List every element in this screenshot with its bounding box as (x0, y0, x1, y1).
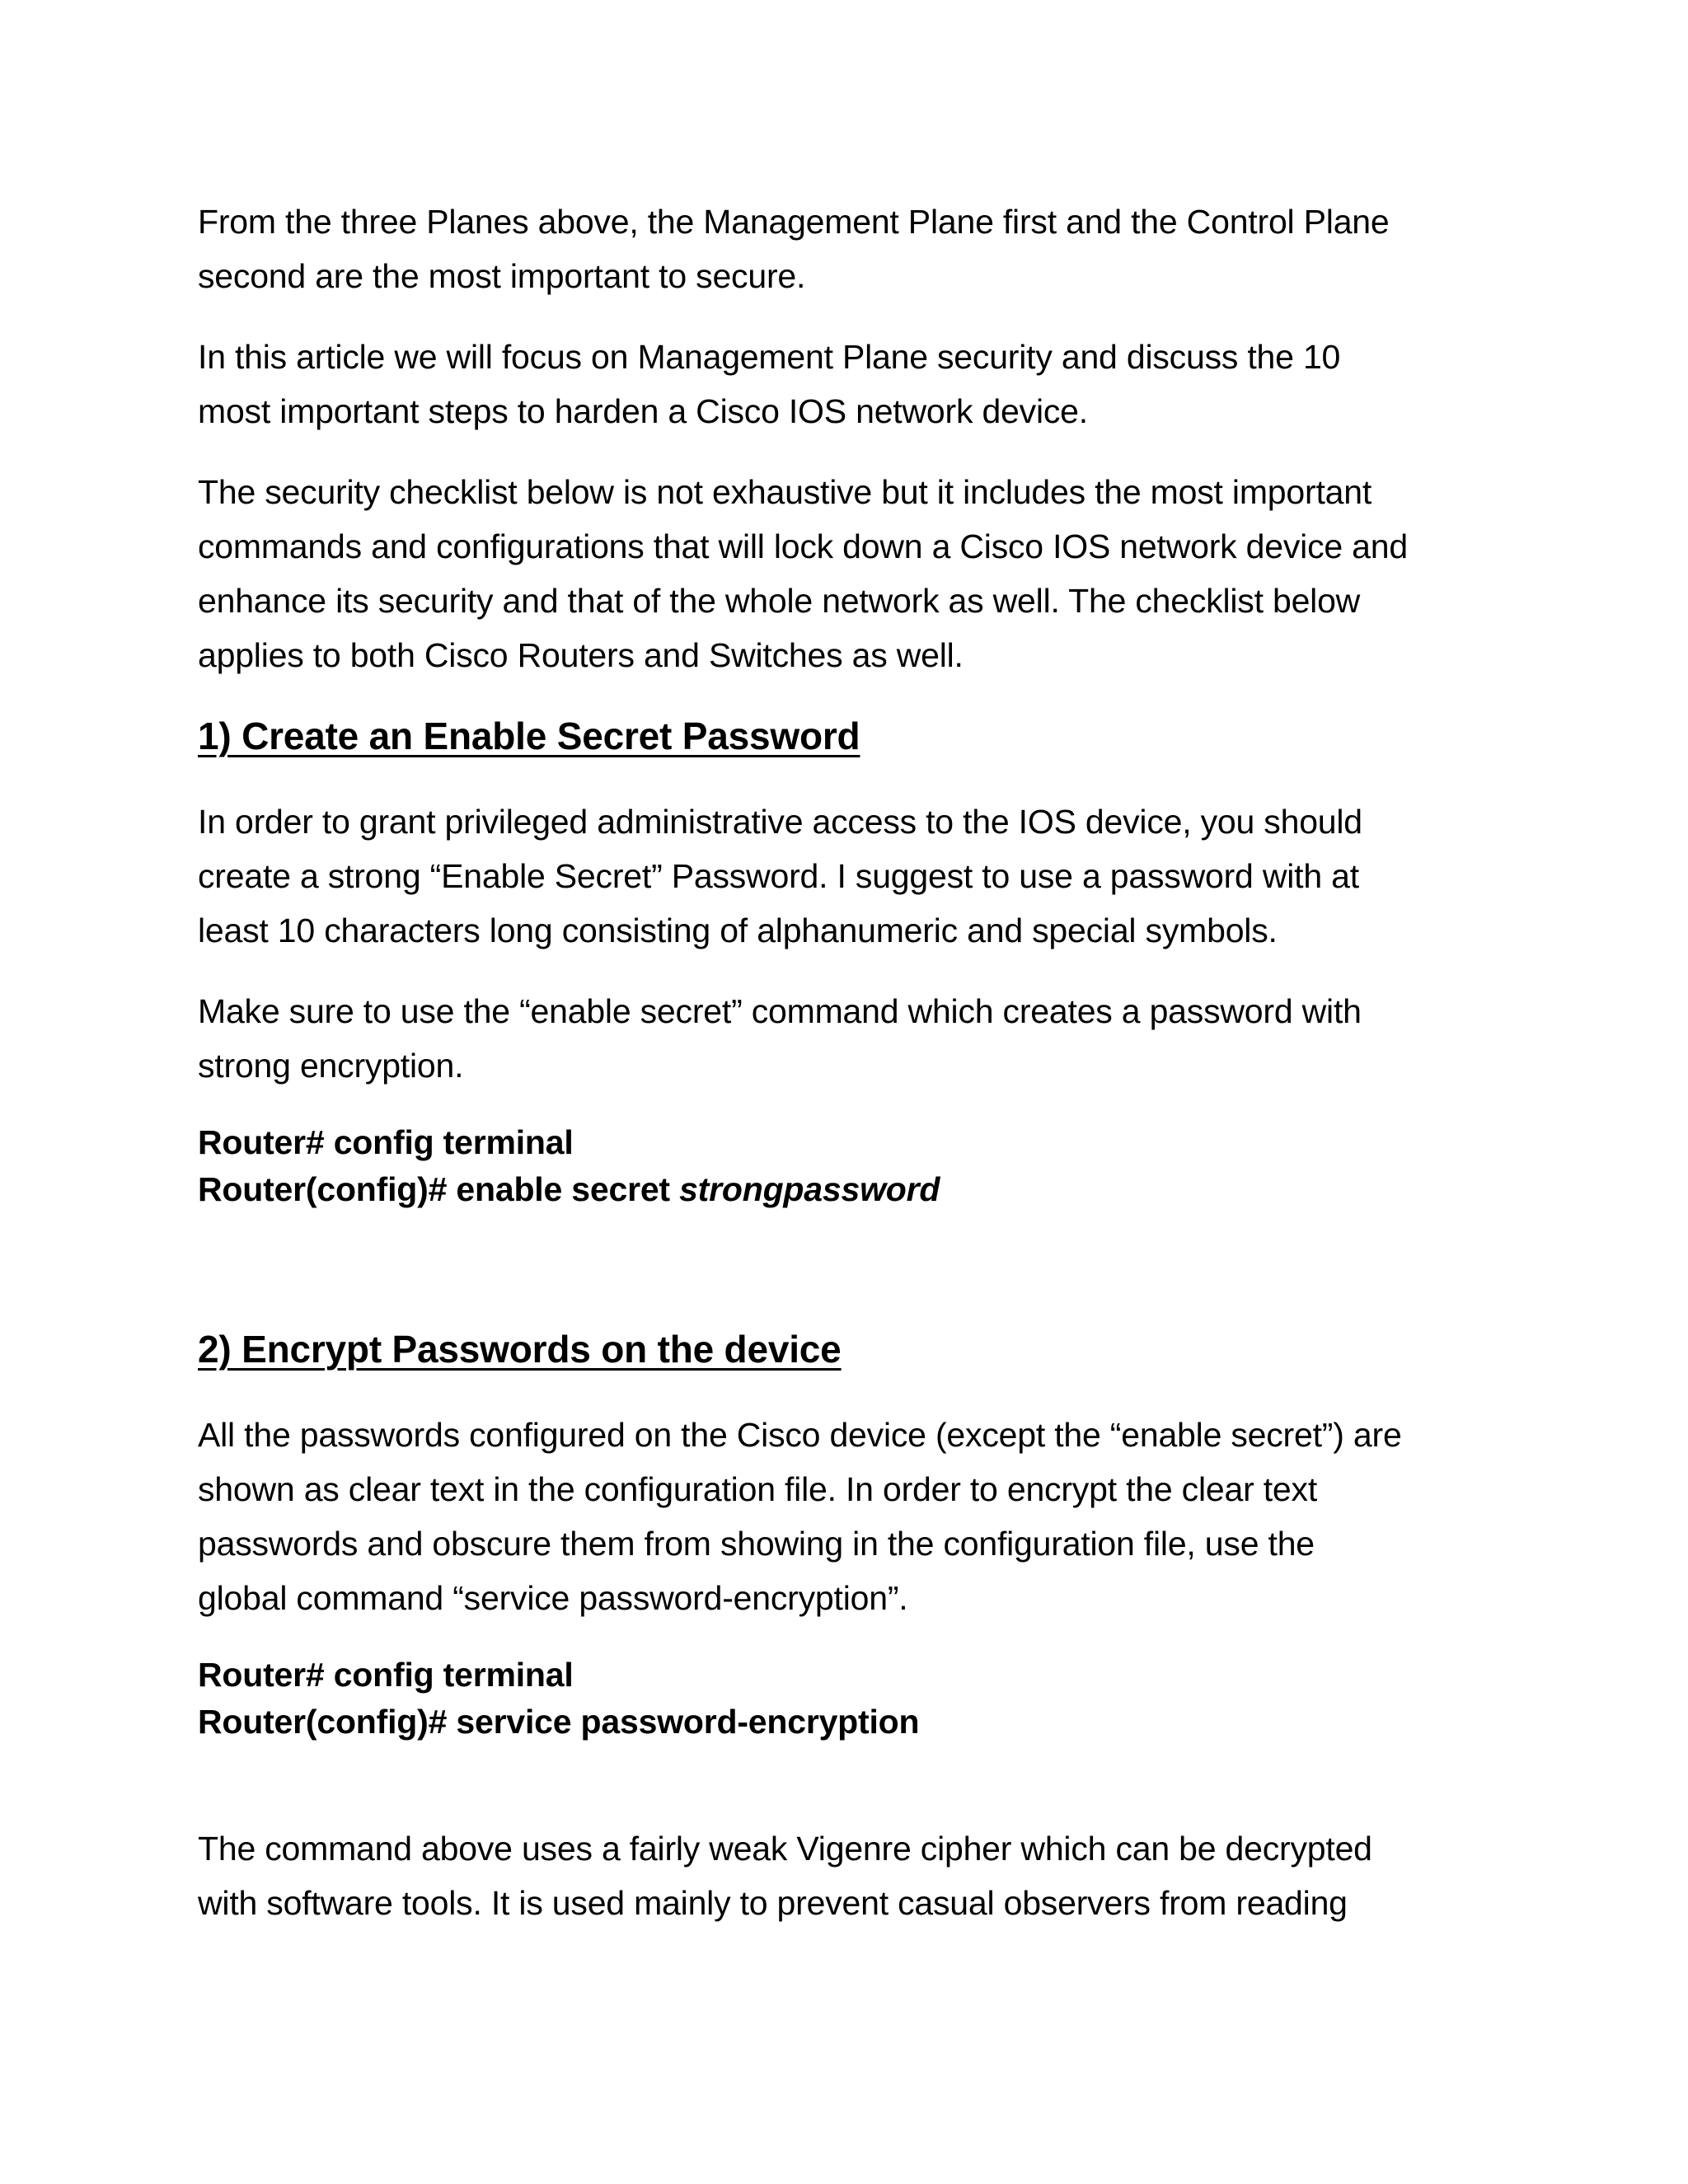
section-1-paragraph-1: In order to grant privileged administrative access to the IOS device, you should create a strong “Enable Secret” Password. I suggest to use a password with at least 10 characters long consisting of alphanumeric and special symbols. (198, 803, 1362, 949)
code-command: Router(config)# enable secret (198, 1170, 680, 1208)
code-line (198, 1166, 1492, 1213)
intro-paragraph-2: In this article we will focus on Management Plane security and discuss the 10 most important steps to harden a Cisco IOS network device. (198, 338, 1341, 430)
section-2-paragraph-1: All the passwords configured on the Cisco device (except the “enable secret”) are shown as clear text in the configuration file. In order to encrypt the clear text passwords and obscure them from showing in the configuration file, use the global command “service password-encryption”. (198, 1416, 1402, 1617)
spacer (198, 1746, 1492, 1821)
code-line: Router(config)# service password-encryption (198, 1703, 920, 1741)
section-1-code-block (198, 1119, 1492, 1213)
code-line: Router# config terminal (198, 1656, 574, 1694)
document-page (198, 194, 1492, 1957)
code-argument: strongpassword (679, 1170, 940, 1208)
code-line: Router# config terminal (198, 1123, 574, 1161)
section-2-closing-paragraph: The command above uses a fairly weak Vigenre cipher which can be decrypted with software tools. It is used mainly to prevent casual observers from reading (198, 1830, 1372, 1922)
section-1-paragraph-2: Make sure to use the “enable secret” command which creates a password with strong encryption. (198, 992, 1362, 1085)
section-1-heading: 1) Create an Enable Secret Password (198, 715, 860, 757)
spacer (198, 1213, 1492, 1297)
section-2-code-block (198, 1652, 1492, 1746)
section-2-heading: 2) Encrypt Passwords on the device (198, 1328, 842, 1371)
intro-paragraph-1: From the three Planes above, the Management Plane first and the Control Plane second are the most important to secure. (198, 203, 1390, 295)
intro-paragraph-3: The security checklist below is not exhaustive but it includes the most important commands and configurations that will lock down a Cisco IOS network device and enhance its security and that of the whole network as well. The checklist below applies to both Cisco Routers and Switches as well. (198, 473, 1408, 674)
